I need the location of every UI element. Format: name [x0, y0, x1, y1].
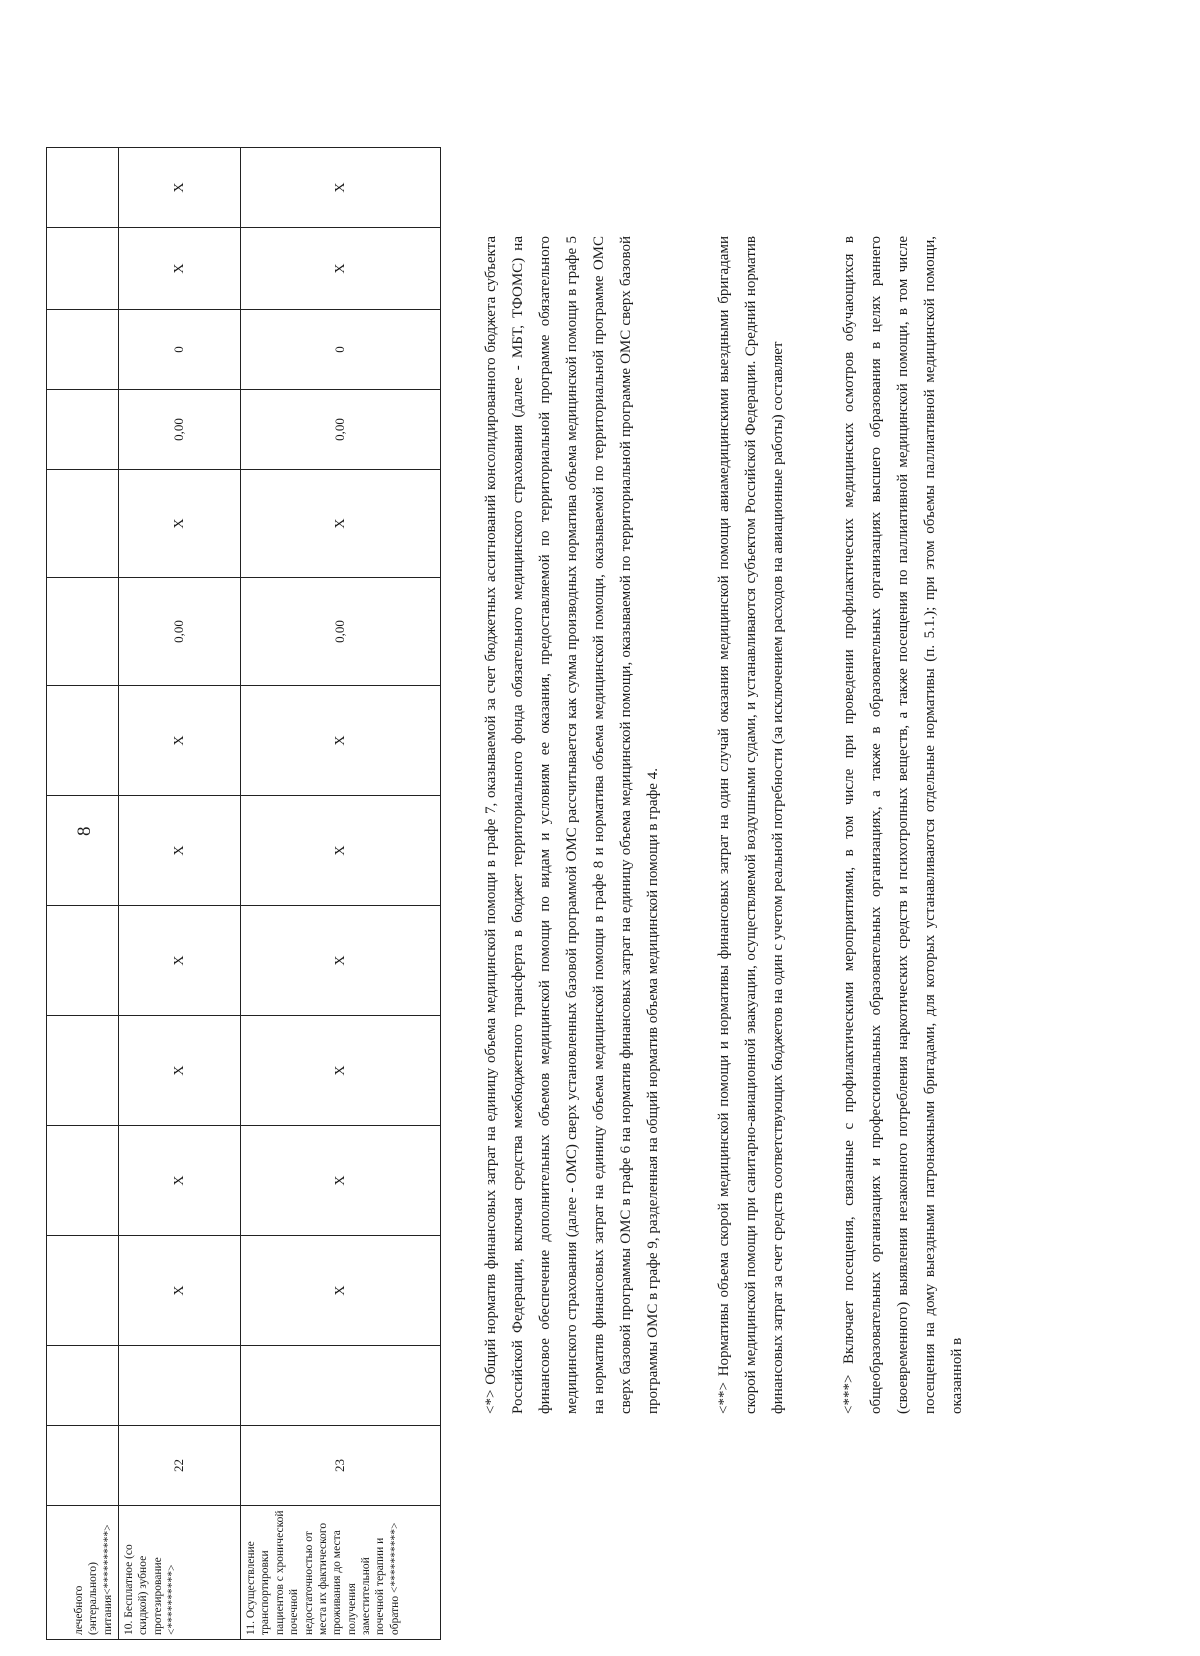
norms-table — [46, 147, 441, 1640]
table-cell: 0,00 — [241, 578, 441, 686]
table-cell: X — [119, 906, 241, 1016]
table-cell — [47, 1346, 119, 1426]
table-cell: X — [241, 906, 441, 1016]
table-cell: X — [241, 1126, 441, 1236]
table-cell: 22 — [119, 1426, 241, 1506]
table-cell: X — [119, 796, 241, 906]
table-cell: X — [241, 470, 441, 578]
table-cell — [47, 1426, 119, 1506]
row-label: лечебного (энтерального) питания<**********> — [47, 1506, 119, 1640]
table-cell: X — [119, 686, 241, 796]
table-cell — [47, 310, 119, 390]
table-cell — [119, 1346, 241, 1426]
table-row — [119, 148, 241, 1640]
table-cell — [47, 1126, 119, 1236]
table-cell — [241, 1346, 441, 1426]
table-cell: 0,00 — [119, 390, 241, 470]
table-cell — [47, 578, 119, 686]
table-cell: X — [119, 1236, 241, 1346]
row-label: 11. Осуществление транспортировки пациентов с хронической почечной недостаточностью от места их фактического проживания до места получения заместительной почечной терапии и обратно <**********> — [241, 1506, 441, 1640]
table-cell: 0,00 — [241, 390, 441, 470]
table-cell: 0 — [119, 310, 241, 390]
table-cell — [47, 686, 119, 796]
table-cell: X — [241, 148, 441, 228]
footnote-1: <*> Общий норматив финансовых затрат на единицу объема медицинской помощи в графе 7, оказываемой за счет бюджетных ассигнований консолидированного бюджета субъекта Российской Федерации, включая средства межбюджетного трансферта в бюджет территориального фонда обязательного медицинского страхования (далее - МБТ, ТФОМС) на финансовое обеспечение дополнительных объемов медицинской помощи по видам и условиям ее оказания, предоставляемой по территориальной программе обязательного медицинского страхования (далее - ОМС) сверх установленных базовой программой ОМС рассчитывается как сумма производных норматива объема медицинской помощи в графе 5 на норматив финансовых затрат на единицу объема медицинской помощи в графе 8 и норматива объема медицинской помощи, оказываемой по территориальной программе ОМС сверх базовой программы ОМС в графе 6 на норматив финансовых затрат на единицу объема медицинской помощи, оказываемой по территориальной программе ОМС сверх базовой программы ОМС в графе 9, разделенная на общий норматив объема медицинской помощи в графе 4. — [483, 236, 661, 1414]
page-number: 8 — [74, 826, 95, 836]
table-row — [241, 148, 441, 1640]
table-cell: X — [241, 1016, 441, 1126]
footnote-3: <***> Включает посещения, связанные с профилактическими мероприятиями, в том числе при проведении профилактических медицинских осмотров обучающихся в общеобразовательных организациях и профессиональных образовательных организациях, а также в образовательных организациях высшего образования в целях раннего (своевременного) выявления незаконного потребления наркотических средств и психотропных веществ, а также посещения по паллиативной медицинской помощи, в том числе посещения на дому выездными патронажными бригадами, для которых устанавливаются отдельные нормативы (п. 5.1.); при этом объемы паллиативной медицинской помощи, оказанной в — [841, 236, 965, 1414]
table-cell: X — [119, 1126, 241, 1236]
row-label: 10. Бесплатное (со скидкой) зубное протезирование <**********> — [119, 1506, 241, 1640]
table-cell: 23 — [241, 1426, 441, 1506]
table-cell: X — [119, 228, 241, 310]
table-cell: X — [241, 796, 441, 906]
table-cell — [47, 1236, 119, 1346]
table-cell: X — [119, 470, 241, 578]
table-cell: X — [241, 228, 441, 310]
table-row — [47, 148, 119, 1640]
table-cell: X — [119, 1016, 241, 1126]
footnotes — [478, 236, 989, 1414]
table-cell — [47, 390, 119, 470]
table-cell — [47, 148, 119, 228]
table-cell — [47, 228, 119, 310]
table-cell — [47, 1016, 119, 1126]
table-cell: X — [241, 1236, 441, 1346]
table-cell: 0 — [241, 310, 441, 390]
table-cell: X — [119, 148, 241, 228]
table-cell — [47, 906, 119, 1016]
footnote-2: <**> Нормативы объема скорой медицинской помощи и нормативы финансовых затрат на один случай оказания медицинской помощи авиамедицинскими выездными бригадами скорой медицинской помощи при санитарно-авиационной эвакуации, осуществляемой воздушными судами, и устанавливаются субъектом Российской Федерации. Средний норматив финансовых затрат за счет средств соответствующих бюджетов на один с учетом реальной потребности (за исключением расходов на авиационные работы) составляет — [716, 236, 786, 1414]
table-cell: 0,00 — [119, 578, 241, 686]
table-cell — [47, 796, 119, 906]
table-cell: X — [241, 686, 441, 796]
table-cell — [47, 470, 119, 578]
